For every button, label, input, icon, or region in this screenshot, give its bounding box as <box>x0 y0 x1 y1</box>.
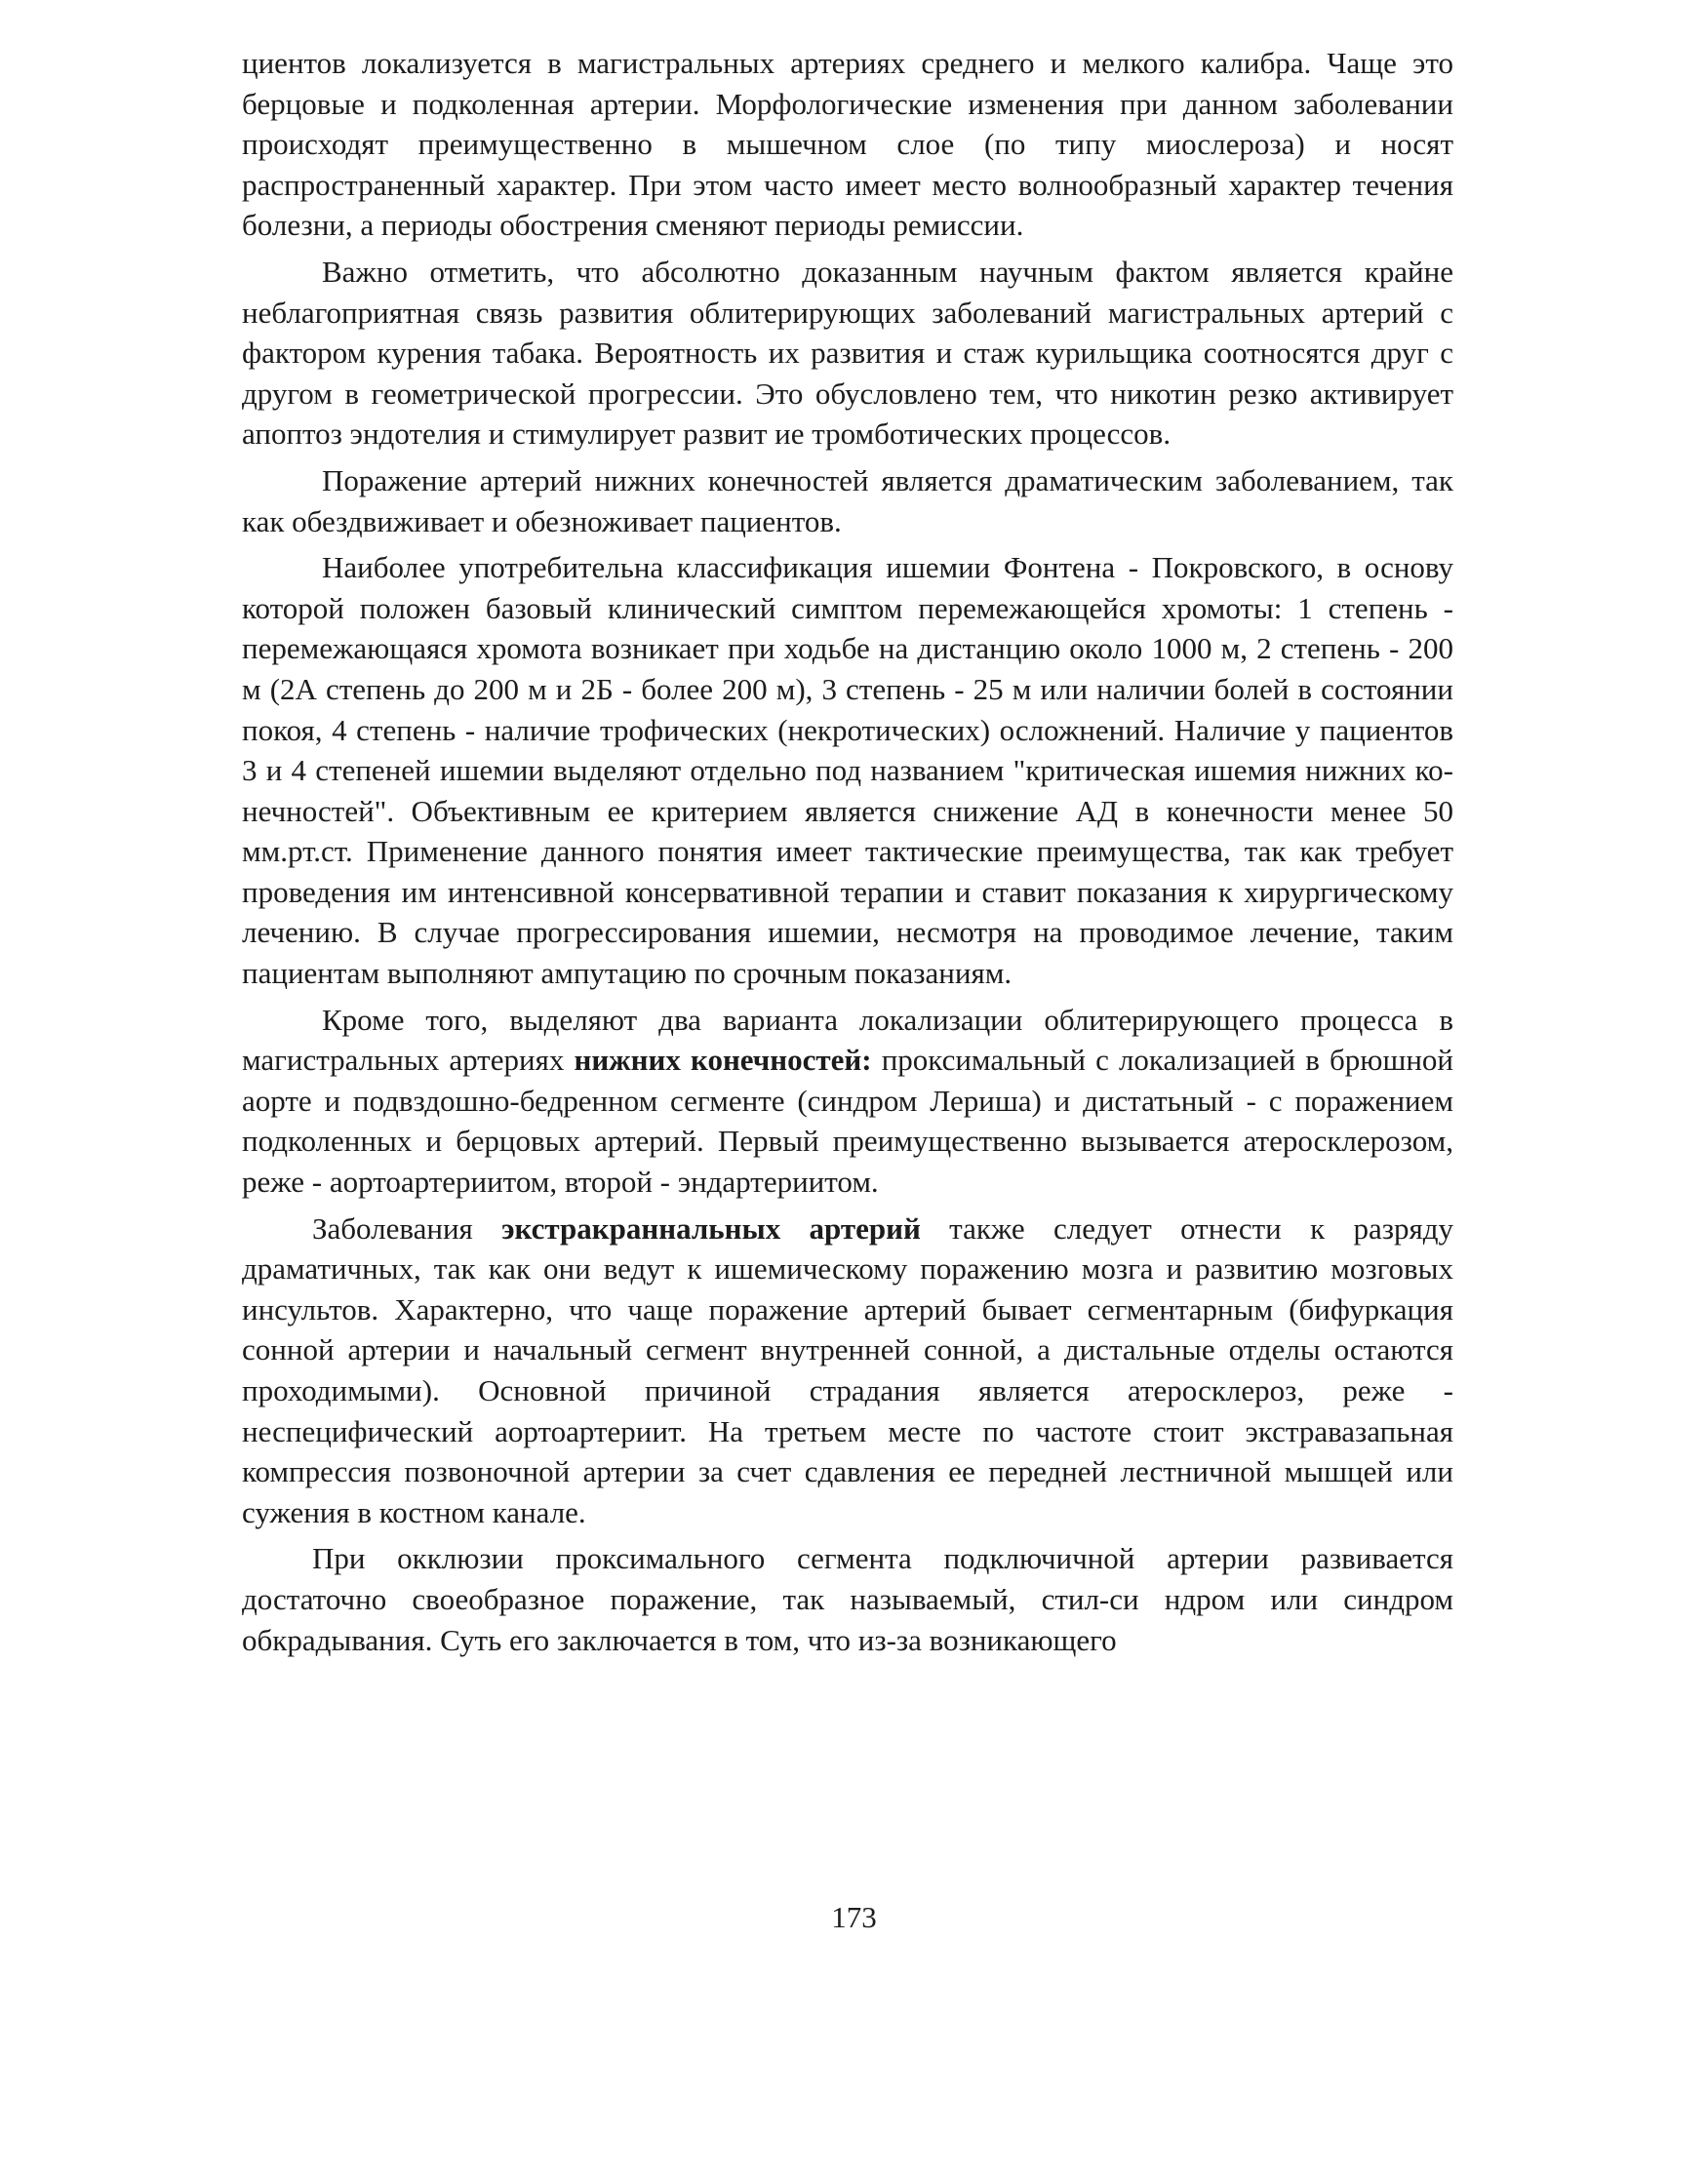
paragraph-4 <box>242 547 1453 994</box>
paragraph-6-text-b: также следует отнести к разряду драматичных, так как они ведут к ишемическому поражению мозга и развитию мозговых инсультов. Характерно, что чаще поражение артерий бывает сегментарным (бифуркация сонной артерии и начальный сегмент внутренней сонной, а дистальные отделы остаются проходимыми). Основной причиной страдания является атеросклероз, реже - неспецифический аортоартериит. На третьем месте по частоте стоит экстравазапьная компрессия позвоночной артерии за счет сдавления ее передней лестничной мышцей или сужения в костном канале. <box>242 1210 1453 1529</box>
paragraph-4-text: Наиболее употребительна классификация ишемии Фонтена - Покровского, в основу которой положен базовый клинический симптом перемежающейся хромоты: 1 степень - перемежающаяся хромота возникает при ходьбе на дистанцию около 1000 м, 2 степень - 200 м (2А степень до 200 м и 2Б - более 200 м), 3 степень - 25 м или наличии болей в состоянии покоя, 4 степень - наличие трофических (некротических) осложнений. Наличие у пациентов 3 и 4 степеней ишемии выделяют отдельно под названием "критическая ишемия нижних конечностей". Объективным ее критерием является снижение АД в конечности менее 50 мм.рт.ст. Применение данного понятия имеет тактические преимущества, так как требует проведения им интенсивной консервативной терапии и ставит показания к хирургическому лечению. В случае прогрессирования ишемии, несмотря на проводимое лечение, таким пациентам выполняют ампутацию по срочным показаниям. <box>242 550 1453 991</box>
paragraph-3 <box>242 460 1453 541</box>
paragraph-2-text: Важно отметить, что абсолютно доказанным научным фактом является крайне неблагоприятная связь развития облитерирующих заболеваний магистральных артерий с фактором курения табака. Вероятность их развития и стаж курильщика соотносятся друг с другом в геометрической прогрессии. Это обусловлено тем, что никотин резко активирует апоптоз эндотелия и стимулирует развит ие тромботических процессов. <box>242 254 1453 452</box>
page-body <box>242 43 1453 1666</box>
paragraph-5-text-a: Кроме того, выделяют два варианта локализации облитерирующего процесса в магистральных артериях <box>242 1002 1453 1078</box>
paragraph-6 <box>242 1208 1453 1533</box>
paragraph-6-bold-term: экстракраннальных артерий <box>501 1210 921 1246</box>
page-number: 173 <box>831 1900 877 1934</box>
paragraph-3-text: Поражение артерий нижних конечностей является драматическим заболеванием, так как обездвиживает и обезноживает пациентов. <box>242 462 1453 538</box>
paragraph-2 <box>242 252 1453 455</box>
paragraph-5-text-b: проксимальный с локализацией в брюшной аорте и подвздошно-бедренном сегменте (синдром Лериша) и дистатьный - с поражением подколенных и берцовых артерий. Первый преимущественно вызывается атеросклерозом, реже - аортоартериитом, второй - эндартериитом. <box>242 1043 1453 1200</box>
paragraph-7 <box>242 1538 1453 1660</box>
paragraph-6-text-a: Заболевания <box>312 1210 502 1246</box>
paragraph-5-bold-term: нижних конечностей: <box>574 1043 872 1078</box>
paragraph-7-text: При окклюзии проксимального сегмента подключичной артерии развивается достаточно своеобразное поражение, так называемый, стил-си ндром или синдром обкрадывания. Суть его заключается в том, что из-за возникающего <box>242 1541 1453 1657</box>
paragraph-1-text: циентов локализуется в магистральных артериях среднего и мелкого калибра. Чаще это берцовые и подколенная артерии. Морфологические изменения при данном заболевании происходят преимущественно в мышечном слое (по типу миослероза) и носят распространенный характер. При этом часто имеет место волнообразный характер течения болезни, а периоды обострения сменяют периоды ремиссии. <box>242 46 1453 243</box>
paragraph-5 <box>242 1000 1453 1203</box>
paragraph-1 <box>242 43 1453 246</box>
